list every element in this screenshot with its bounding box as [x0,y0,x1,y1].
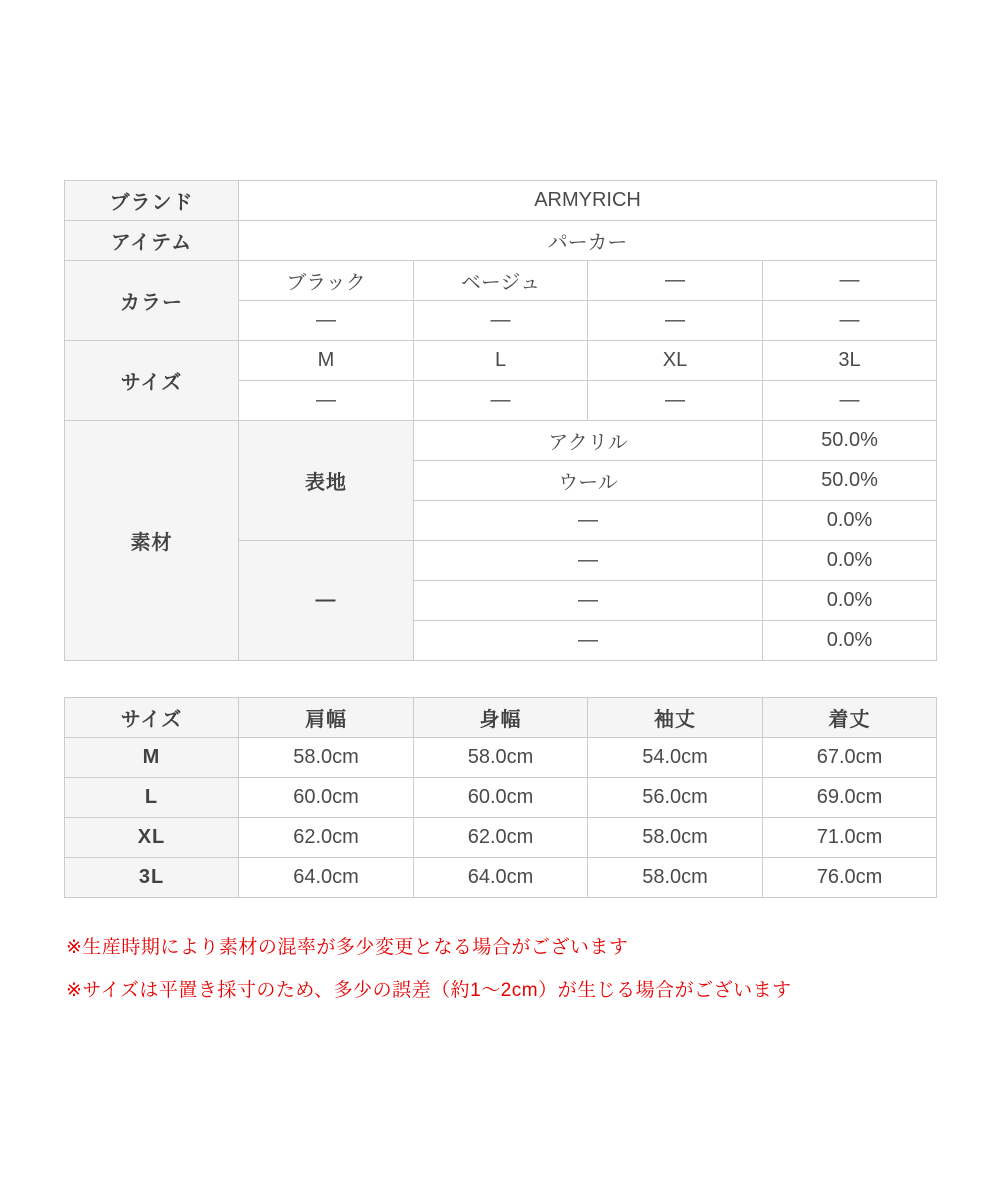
item-row [65,221,937,261]
brand-row [65,181,937,221]
measurement-cell: 60.0cm [239,778,414,818]
material-name-cell: ウール [414,461,763,501]
measurement-cell: 64.0cm [414,858,588,898]
measurement-cell: 71.0cm [763,818,937,858]
size-chart-header: 着丈 [763,698,937,738]
item-label: アイテム [65,221,239,261]
material-percent-cell: 0.0% [763,581,937,621]
material-label: 素材 [65,421,239,661]
measurement-cell: 60.0cm [414,778,588,818]
measurement-cell: 58.0cm [239,738,414,778]
material-percent-cell: 0.0% [763,541,937,581]
measurement-cell: 58.0cm [414,738,588,778]
size-cell: 3L [763,341,937,381]
measurement-cell: 62.0cm [414,818,588,858]
size-chart-header: 肩幅 [239,698,414,738]
color-label: カラー [65,261,239,341]
size-chart-row-l [65,778,937,818]
material-name-cell: — [414,621,763,661]
measurement-cell: 58.0cm [588,858,763,898]
disclaimer-notes [66,936,792,1022]
size-name-cell: XL [65,818,239,858]
material-percent-cell: 0.0% [763,621,937,661]
size-chart-header: 袖丈 [588,698,763,738]
size-cell: M [239,341,414,381]
color-cell: — [763,261,937,301]
measurement-cell: 58.0cm [588,818,763,858]
size-name-cell: 3L [65,858,239,898]
color-cell: ベージュ [414,261,588,301]
material-name-cell: — [414,501,763,541]
size-cell: L [414,341,588,381]
size-chart-row-xl [65,818,937,858]
size-chart-row-m [65,738,937,778]
size-cell: — [239,381,414,421]
material-name-cell: — [414,581,763,621]
measurement-cell: 67.0cm [763,738,937,778]
size-tolerance-note: ※サイズは平置き採寸のため、多少の誤差（約1〜2cm）が生じる場合がございます [66,980,792,1001]
color-cell: — [588,261,763,301]
color-cell: ブラック [239,261,414,301]
material-group-label: 表地 [239,421,414,541]
size-chart-row-3l [65,858,937,898]
size-chart-header: サイズ [65,698,239,738]
size-cell: — [588,381,763,421]
size-cell: — [763,381,937,421]
color-cell: — [763,301,937,341]
brand-value: ARMYRICH [239,181,937,221]
material-percent-cell: 50.0% [763,461,937,501]
size-name-cell: M [65,738,239,778]
material-row [65,421,937,461]
size-label: サイズ [65,341,239,421]
brand-label: ブランド [65,181,239,221]
size-chart-header-row [65,698,937,738]
size-measurement-table [64,697,937,898]
item-value: パーカー [239,221,937,261]
material-percent-cell: 0.0% [763,501,937,541]
measurement-cell: 62.0cm [239,818,414,858]
size-cell: — [414,381,588,421]
color-cell: — [588,301,763,341]
measurement-cell: 54.0cm [588,738,763,778]
material-percent-cell: 50.0% [763,421,937,461]
color-cell: — [239,301,414,341]
color-cell: — [414,301,588,341]
material-name-cell: — [414,541,763,581]
size-cell: XL [588,341,763,381]
measurement-cell: 64.0cm [239,858,414,898]
measurement-cell: 76.0cm [763,858,937,898]
product-spec-table [64,180,937,661]
size-row-1 [65,341,937,381]
material-group-label: — [239,541,414,661]
measurement-cell: 56.0cm [588,778,763,818]
material-name-cell: アクリル [414,421,763,461]
measurement-cell: 69.0cm [763,778,937,818]
color-row-1 [65,261,937,301]
size-chart-header: 身幅 [414,698,588,738]
size-name-cell: L [65,778,239,818]
material-mix-note: ※生産時期により素材の混率が多少変更となる場合がございます [66,937,629,958]
